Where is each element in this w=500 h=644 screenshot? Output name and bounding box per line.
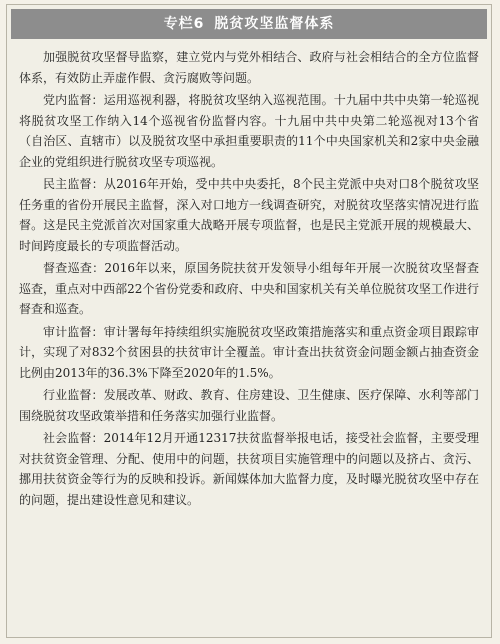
sidebar-box	[6, 4, 492, 638]
box-title: 脱贫攻坚监督体系	[214, 16, 335, 32]
paragraph-industry-supervision: 行业监督：发展改革、财政、教育、住房建设、卫生健康、医疗保障、水利等部门围绕脱贫攻坚政策举措和任务落实加强行业监督。	[19, 388, 479, 423]
paragraph-social-supervision: 社会监督：2014年12月开通12317扶贫监督举报电话，接受社会监督，主要受理对扶贫资金管理、分配、使用中的问题，扶贫项目实施管理中的问题以及挤占、贪污、挪用扶贫资金等行为的反映和投诉。新闻媒体加大监督力度，及时曝光脱贫攻坚中存在的问题，提出建设性意见和建议。	[19, 431, 479, 507]
box-content	[7, 39, 491, 510]
paragraph-intro: 加强脱贫攻坚督导监察，建立党内与党外相结合、政府与社会相结合的全方位监督体系，有效防止弄虚作假、贪污腐败等问题。	[19, 50, 479, 85]
box-header	[11, 9, 487, 39]
column-label: 专栏6	[163, 16, 205, 32]
paragraph-inspection: 督查巡查：2016年以来，原国务院扶贫开发领导小组每年开展一次脱贫攻坚督查巡查，重点对中西部22个省份党委和政府、中央和国家机关有关单位脱贫攻坚工作进行督查和巡查。	[19, 261, 479, 316]
paragraph-audit-supervision: 审计监督：审计署每年持续组织实施脱贫攻坚政策措施落实和重点资金项目跟踪审计，实现了对832个贫困县的扶贫审计全覆盖。审计查出扶贫资金问题金额占抽查资金比例由2013年的36.3%下降至2020年的1.5%。	[19, 324, 479, 380]
paragraph-party-supervision: 党内监督：运用巡视利器，将脱贫攻坚纳入巡视范围。十九届中共中央第一轮巡视将脱贫攻坚工作纳入14个巡视省份监督内容。十九届中共中央第二轮巡视对13个省（自治区、直辖市）以及脱贫攻坚中承担重要职责的11个中央国家机关和2家中央金融企业的党组织进行脱贫攻坚专项巡视。	[19, 93, 479, 169]
paragraph-democratic-supervision: 民主监督：从2016年开始，受中共中央委托，8个民主党派中央对口8个脱贫攻坚任务重的省份开展民主监督，深入对口地方一线调查研究，对脱贫攻坚落实情况进行监督。这是民主党派首次对国家重大战略开展专项监督，也是民主党派开展的规模最大、时间跨度最长的专项监督活动。	[19, 177, 479, 253]
